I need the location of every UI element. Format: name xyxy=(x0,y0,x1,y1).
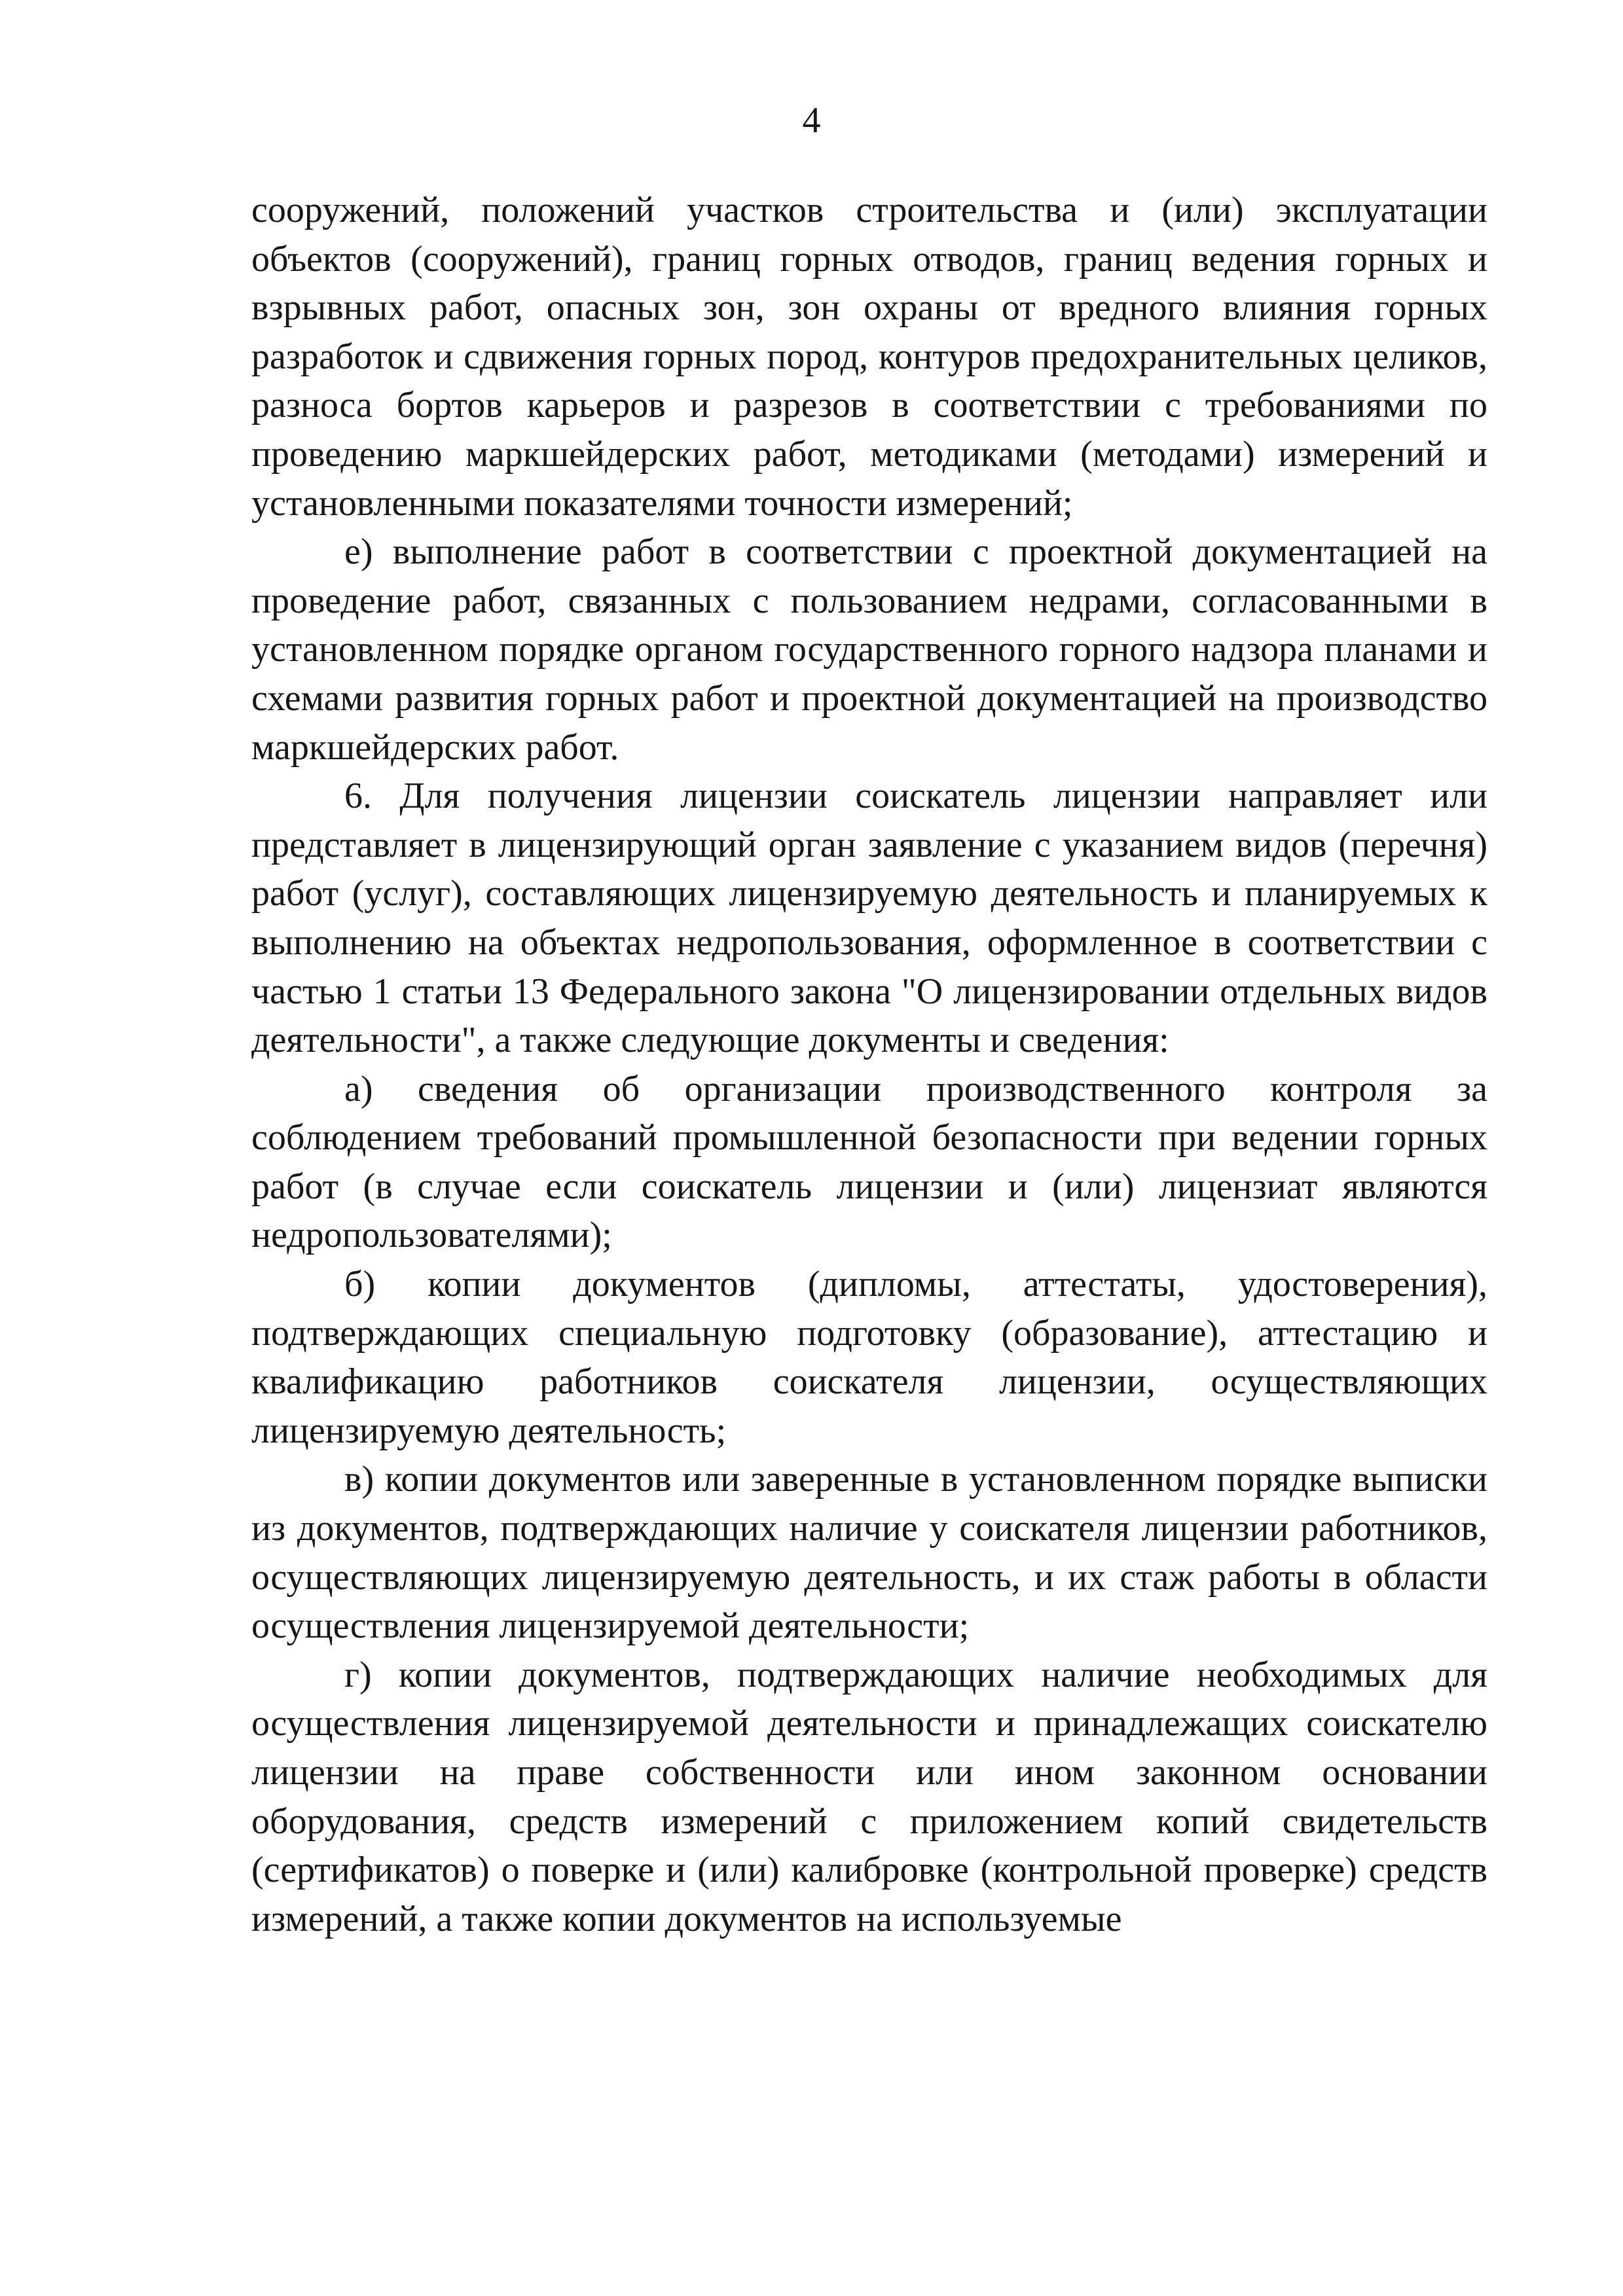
paragraph-item-e: е) выполнение работ в соответствии с проектной документацией на проведение работ, связанных с пользованием недрами, согласованными в установленном порядке органом государственного горного надзора планами и схемами развития горных работ и проектной документацией на производство маркшейдерских работ. xyxy=(251,531,1487,768)
paragraph-item-g: г) копии документов, подтверждающих наличие необходимых для осуществления лицензируемой деятельности и принадлежащих соискателю лицензии на праве собственности или ином законном основании оборудования, средств измерений с приложением копий свидетельств (сертификатов) о поверке и (или) калибровке (контрольной проверке) средств измерений, а также копии документов на используемые xyxy=(251,1654,1487,1939)
paragraph-clause-6: 6. Для получения лицензии соискатель лицензии направляет или представляет в лицензирующий орган заявление с указанием видов (перечня) работ (услуг), составляющих лицензируемую деятельность и планируемых к выполнению на объектах недропользования, оформленное в соответствии с частью 1 статьи 13 Федерального закона "О лицензировании отдельных видов деятельности", а также следующие документы и сведения: xyxy=(251,776,1487,1061)
page-number: 4 xyxy=(802,100,821,141)
paragraph-item-b: б) копии документов (дипломы, аттестаты, удостоверения), подтверждающих специальную подготовку (образование), аттестацию и квалификацию работников соискателя лицензии, осуществляющих лицензируемую деятельность; xyxy=(251,1264,1487,1451)
paragraph-item-v: в) копии документов или заверенные в установленном порядке выписки из документов, подтверждающих наличие у соискателя лицензии работников, осуществляющих лицензируемую деятельность, и их стаж работы в области осуществления лицензируемой деятельности; xyxy=(251,1459,1487,1647)
paragraph-item-a: а) сведения об организации производственного контроля за соблюдением требований промышленной безопасности при ведении горных работ (в случае если соискатель лицензии и (или) лицензиат являются недропользователями); xyxy=(251,1068,1487,1256)
paragraph-continuation: сооружений, положений участков строительства и (или) эксплуатации объектов (сооружений), границ горных отводов, границ ведения горных и взрывных работ, опасных зон, зон охраны от вредного влияния горных разработок и сдвижения горных пород, контуров предохранительных целиков, разноса бортов карьеров и разрезов в соответствии с требованиями по проведению маркшейдерских работ, методиками (методами) измерений и установленными показателями точности измерений; xyxy=(251,190,1487,524)
document-body xyxy=(251,186,1487,1943)
